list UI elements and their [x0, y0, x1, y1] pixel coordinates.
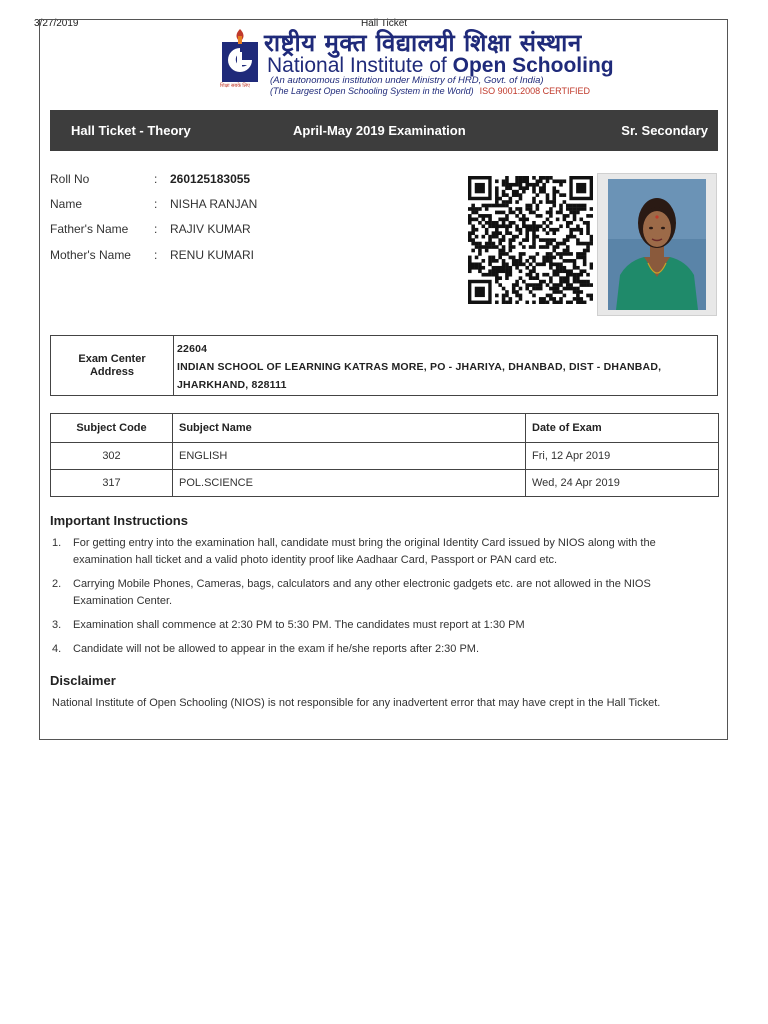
logo-english-title-part: National Institute of [267, 54, 453, 77]
table-row [51, 470, 719, 497]
table-header-row [51, 414, 719, 443]
item-number: 4. [52, 643, 62, 655]
name-label: Name [50, 197, 83, 211]
iso-certification: ISO 9001:2008 CERTIFIED [479, 86, 590, 96]
item-number: 2. [52, 578, 62, 590]
father-name-value: RAJIV KUMAR [170, 222, 251, 236]
col-date-of-exam: Date of Exam [526, 414, 719, 443]
separator: : [154, 248, 158, 262]
nios-emblem-icon [220, 28, 260, 88]
item-text: For getting entry into the examination hall, candidate must bring the original Identity Card issued by NIOS along with the examination hall ticket and a valid photo identity proof like Aadhaar Card, Passport or PAN card etc. [73, 537, 656, 566]
list-item [50, 617, 690, 634]
logo-english-title-bold: Open Schooling [452, 54, 614, 77]
logo-tagline-1: (An autonomous institution under Ministry of HRD, Govt. of India) [270, 75, 544, 86]
list-item [50, 641, 690, 658]
subject-name: POL.SCIENCE [173, 470, 526, 497]
mother-name-label: Mother's Name [50, 248, 131, 262]
instructions-heading: Important Instructions [50, 513, 188, 528]
item-number: 3. [52, 619, 62, 631]
separator: : [154, 172, 158, 186]
exam-center-box [50, 335, 718, 396]
separator: : [154, 222, 158, 236]
col-subject-code: Subject Code [51, 414, 173, 443]
print-date: 3/27/2019 [34, 18, 79, 29]
father-name-label: Father's Name [50, 222, 129, 236]
table-row [51, 443, 719, 470]
name-value: NISHA RANJAN [170, 197, 258, 211]
emblem-caption: शिक्षा सबके लिए [220, 83, 250, 89]
exam-center-code: 22604 [177, 343, 208, 355]
item-text: Examination shall commence at 2:30 PM to 5:30 PM. The candidates must report at 1:30 PM [73, 619, 525, 631]
hall-ticket-banner [50, 110, 718, 151]
nios-logo [220, 28, 614, 98]
subjects-table [50, 413, 719, 497]
instructions-list [50, 535, 690, 665]
list-item [50, 535, 690, 569]
logo-hindi-title: राष्ट्रीय मुक्त विद्यालयी शिक्षा संस्थान [264, 28, 582, 57]
subject-code: 302 [51, 443, 173, 470]
exam-date: Wed, 24 Apr 2019 [526, 470, 719, 497]
exam-date: Fri, 12 Apr 2019 [526, 443, 719, 470]
exam-center-address-text: INDIAN SCHOOL OF LEARNING KATRAS MORE, PO - JHARIYA, DHANBAD, DIST - DHANBAD, JHARKHAND, 828111 [177, 361, 662, 391]
exam-session: April-May 2019 Examination [293, 123, 466, 138]
course-level: Sr. Secondary [621, 123, 708, 138]
exam-center-label-text: Exam Center Address [78, 352, 146, 378]
disclaimer-text: National Institute of Open Schooling (NIOS) is not responsible for any inadvertent error that may have crept in the Hall Ticket. [52, 697, 661, 709]
list-item [50, 576, 690, 610]
photo-frame [597, 173, 717, 316]
logo-tagline-2 [270, 86, 590, 96]
roll-no-label: Roll No [50, 172, 90, 186]
qr-code [468, 176, 593, 304]
separator: : [154, 197, 158, 211]
disclaimer-heading: Disclaimer [50, 673, 116, 688]
print-title: Hall Ticket [360, 18, 408, 29]
subject-code: 317 [51, 470, 173, 497]
ticket-type: Hall Ticket - Theory [71, 123, 191, 138]
item-number: 1. [52, 537, 62, 549]
mother-name-value: RENU KUMARI [170, 248, 255, 262]
exam-center-label [51, 336, 174, 395]
col-subject-name: Subject Name [173, 414, 526, 443]
item-text: Carrying Mobile Phones, Cameras, bags, calculators and any other electronic gadgets etc. are not allowed in the NIOS Examination Center. [73, 578, 651, 607]
roll-no-value: 260125183055 [170, 172, 251, 186]
logo-tagline-2-text: (The Largest Open Schooling System in the World) [270, 86, 474, 96]
exam-center-address [177, 340, 707, 394]
item-text: Candidate will not be allowed to appear in the exam if he/she reports after 2:30 PM. [73, 643, 480, 655]
candidate-photo [608, 179, 706, 310]
subject-name: ENGLISH [173, 443, 526, 470]
